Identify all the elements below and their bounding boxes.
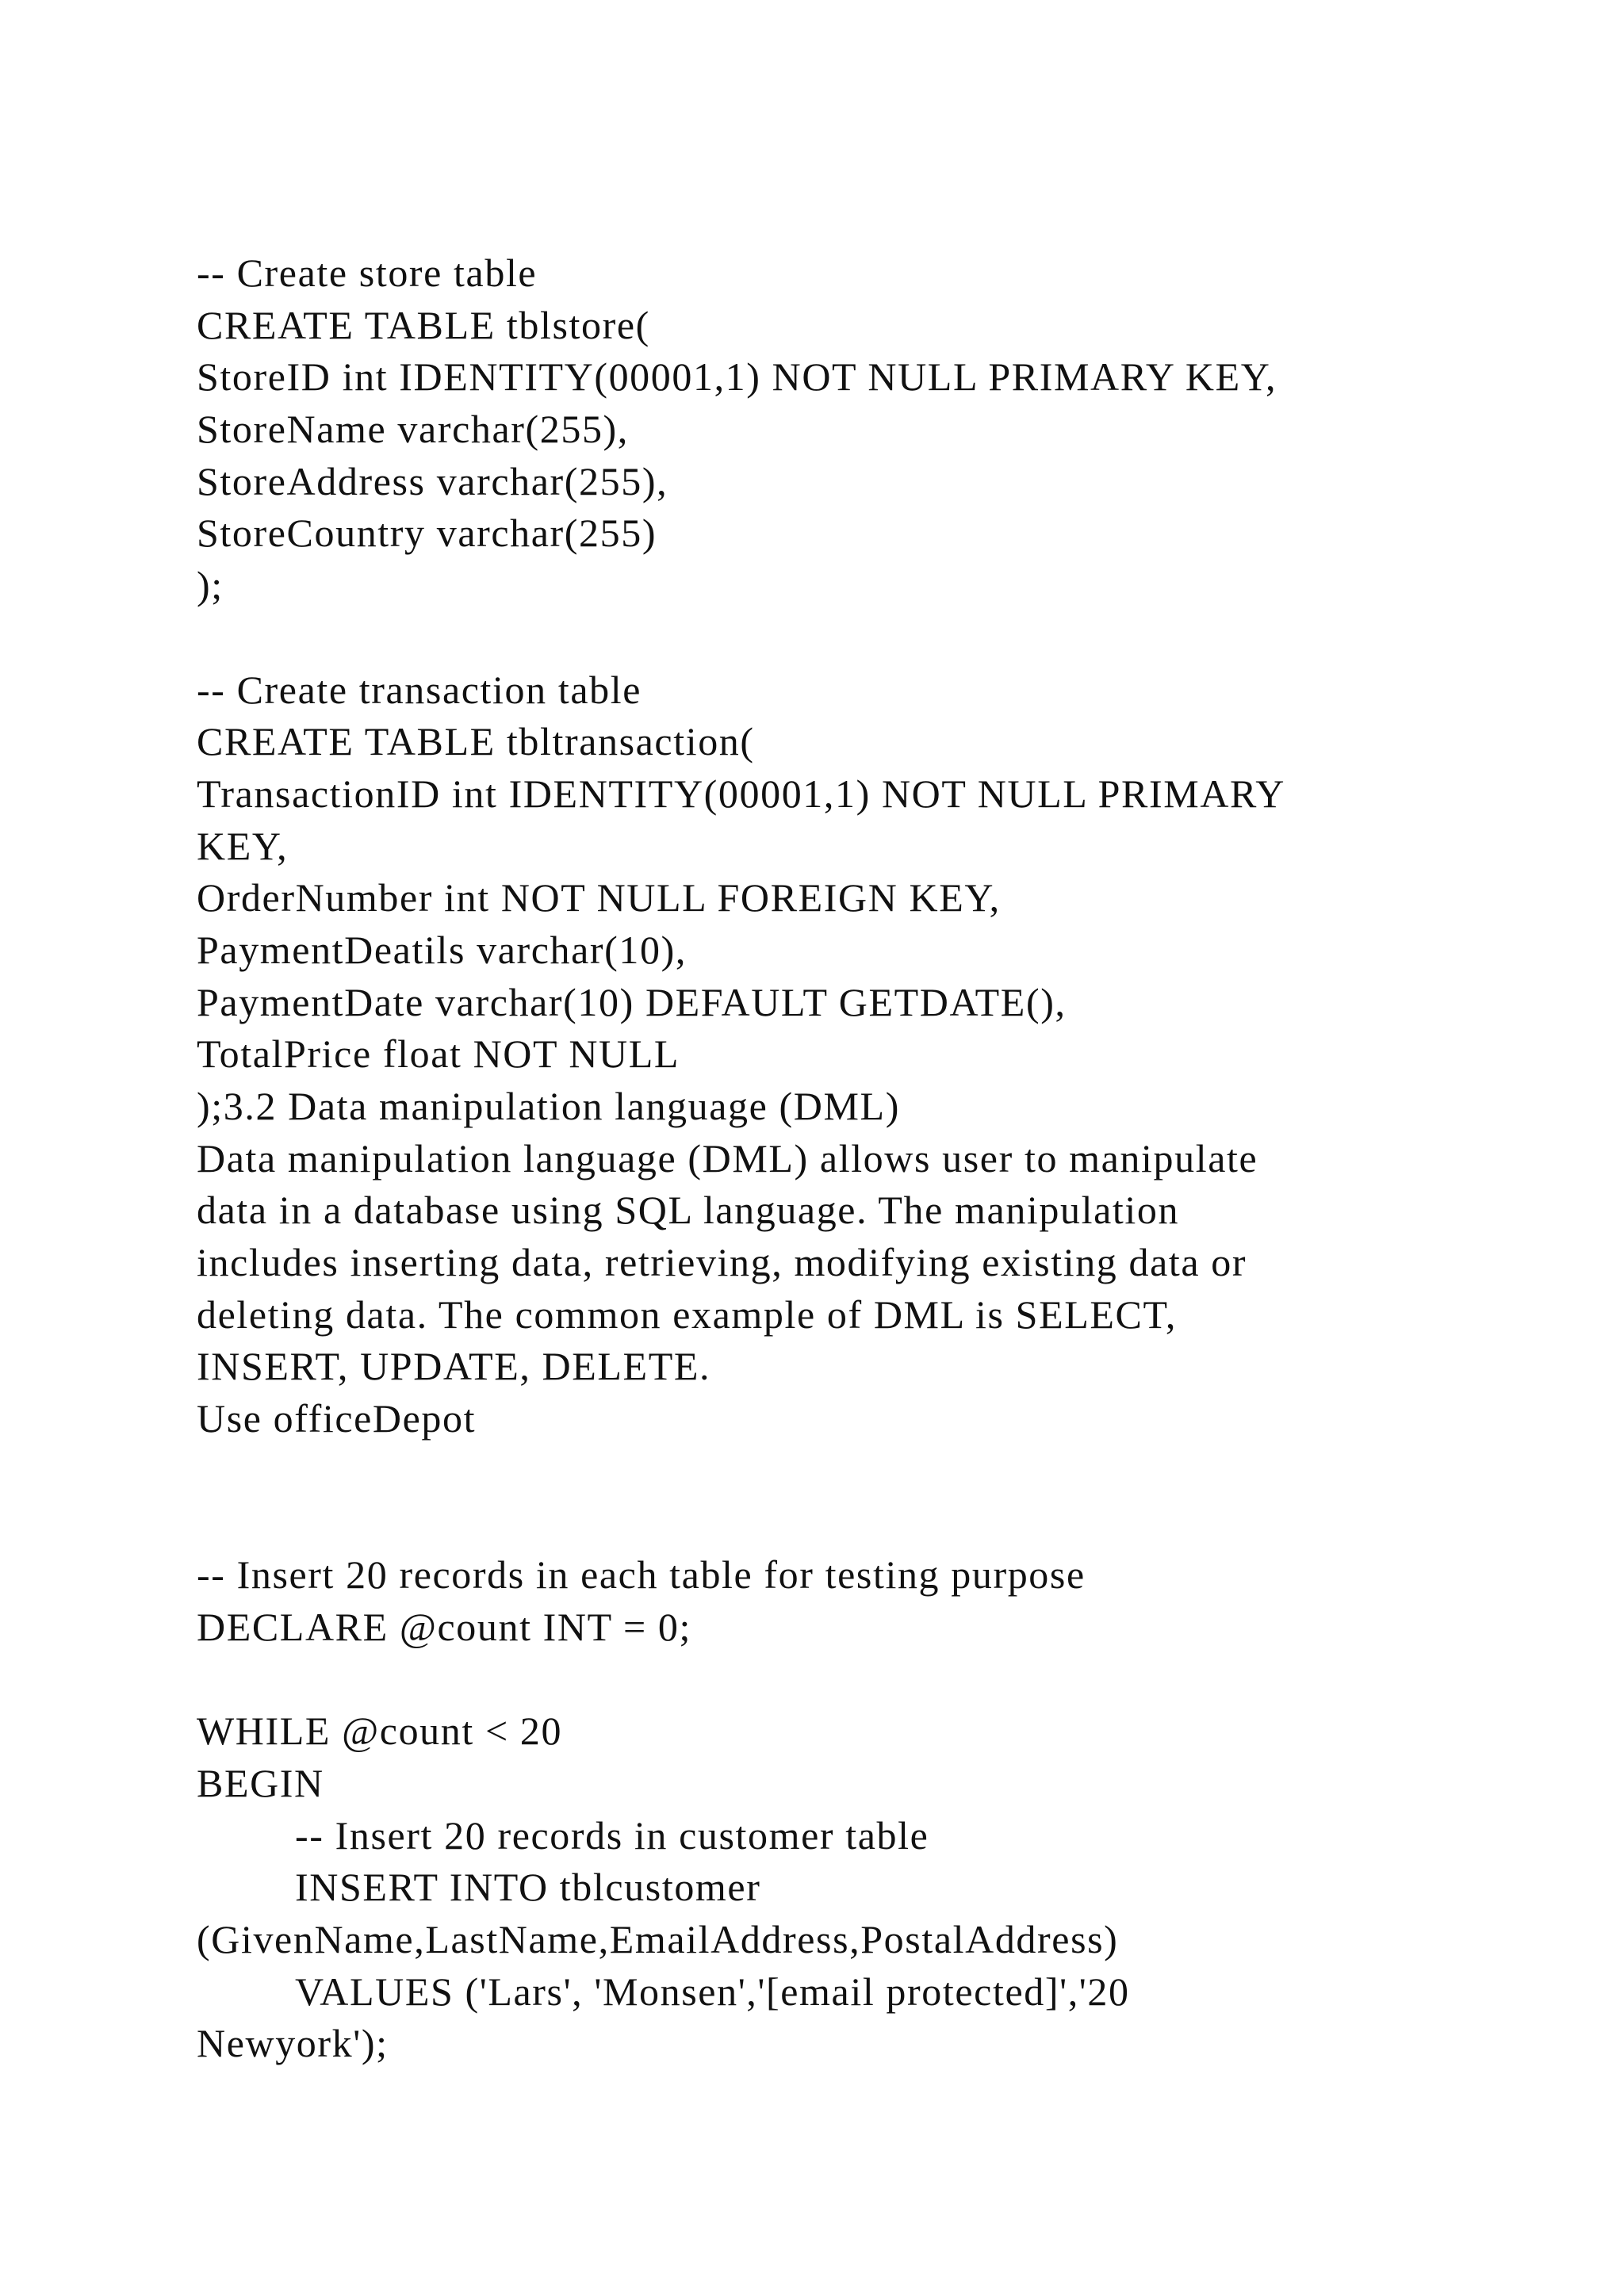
blank-line xyxy=(197,1445,1465,1498)
code-line: WHILE @count < 20 xyxy=(197,1709,563,1754)
paragraph-line: INSERT, UPDATE, DELETE. xyxy=(197,1344,711,1389)
code-line: KEY, xyxy=(197,823,289,868)
code-line: PaymentDate varchar(10) DEFAULT GETDATE(), xyxy=(197,979,1067,1024)
code-line: Use officeDepot xyxy=(197,1396,477,1441)
blank-line xyxy=(197,1654,1465,1706)
comment-line: -- Create transaction table xyxy=(197,667,642,712)
code-line: OrderNumber int NOT NULL FOREIGN KEY, xyxy=(197,875,1001,920)
code-line: BEGIN xyxy=(197,1760,324,1805)
code-line: PaymentDeatils varchar(10), xyxy=(197,927,687,972)
code-line: StoreCountry varchar(255) xyxy=(197,511,657,556)
blank-line xyxy=(197,612,1465,664)
paragraph-line: data in a database using SQL language. The manipulation xyxy=(197,1188,1180,1233)
blank-line xyxy=(197,1498,1465,1550)
code-line: ); xyxy=(197,563,224,608)
section-heading-line: );3.2 Data manipulation language (DML) xyxy=(197,1084,900,1128)
code-line: CREATE TABLE tblstore( xyxy=(197,302,650,347)
paragraph-line: deleting data. The common example of DML is SELECT, xyxy=(197,1292,1177,1337)
paragraph-line: Data manipulation language (DML) allows user to manipulate xyxy=(197,1135,1258,1181)
code-line: StoreID int IDENTITY(00001,1) NOT NULL PRIMARY KEY, xyxy=(197,354,1277,400)
code-line: StoreName varchar(255), xyxy=(197,407,629,452)
comment-line: -- Create store table xyxy=(197,251,538,295)
code-line: TotalPrice float NOT NULL xyxy=(197,1031,680,1077)
code-line: INSERT INTO tblcustomer xyxy=(295,1865,761,1910)
code-line: DECLARE @count INT = 0; xyxy=(197,1604,691,1649)
code-line: Newyork'); xyxy=(197,2021,389,2066)
code-line: TransactionID int IDENTITY(00001,1) NOT NULL PRIMARY xyxy=(197,771,1285,816)
code-line: (GivenName,LastName,EmailAddress,PostalAddress) xyxy=(197,1917,1119,1961)
code-line: VALUES ('Lars', 'Monsen','[email protected]','20 xyxy=(295,1969,1130,2014)
comment-line: -- Insert 20 records in customer table xyxy=(295,1812,929,1858)
comment-line: -- Insert 20 records in each table for testing purpose xyxy=(197,1552,1086,1598)
code-line: CREATE TABLE tbltransaction( xyxy=(197,719,755,764)
code-line: StoreAddress varchar(255), xyxy=(197,458,668,503)
paragraph-line: includes inserting data, retrieving, modifying existing data or xyxy=(197,1240,1247,1285)
document-body xyxy=(197,247,1465,2070)
